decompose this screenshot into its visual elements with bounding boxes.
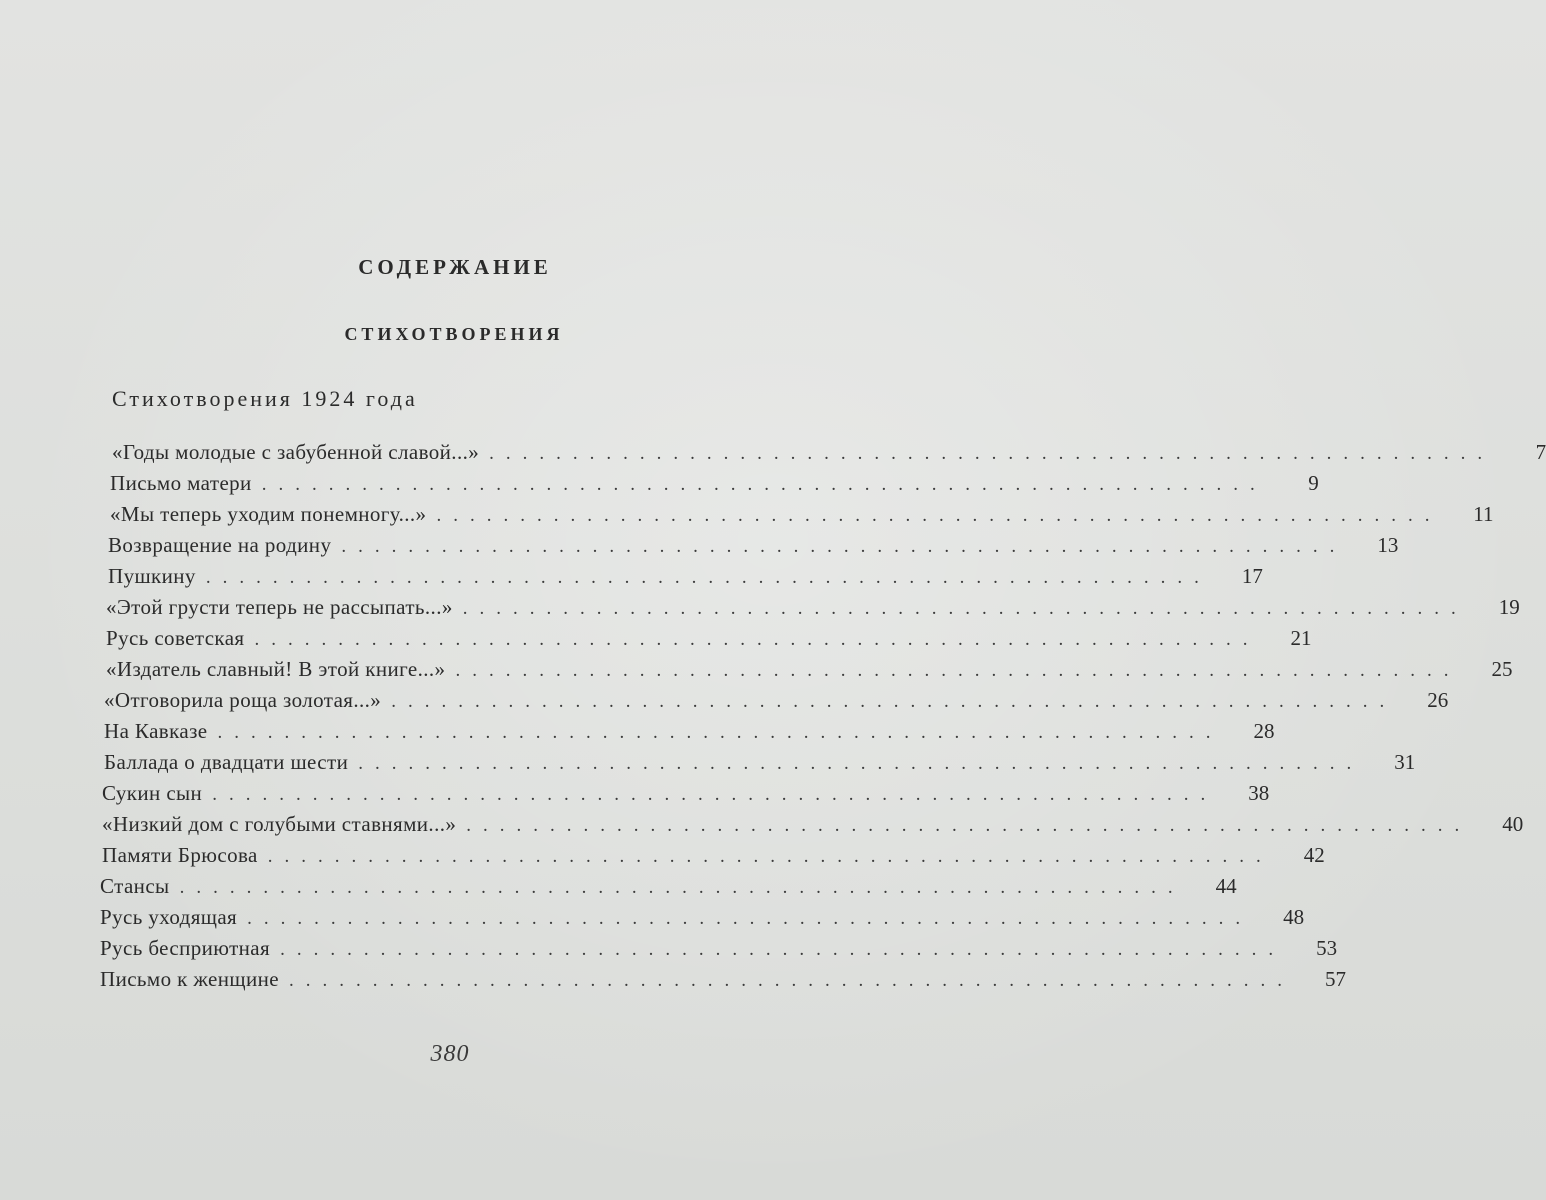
toc-entry-title: Памяти Брюсова [102, 843, 258, 867]
toc-entry [104, 750, 1416, 780]
leader-dots: ............................................................ [205, 567, 1211, 588]
toc-entry-title: Баллада о двадцати шести [104, 750, 349, 774]
toc-entry-page: 25 [1491, 657, 1513, 681]
toc-entry-page: 57 [1324, 967, 1346, 991]
toc-entry-page: 19 [1498, 595, 1520, 619]
toc-entry [102, 812, 1524, 842]
toc-entry-page: 53 [1316, 936, 1338, 960]
leader-dots: ............................................................ [280, 939, 1286, 960]
toc-entry-title: Возвращение на родину [108, 533, 332, 557]
toc-entry-title: Пушкину [108, 564, 196, 588]
leader-dots: ............................................................ [391, 691, 1397, 712]
leader-dots: ............................................................ [254, 629, 1260, 650]
toc-entry [100, 905, 1305, 935]
leader-dots: ............................................................ [247, 908, 1253, 929]
leader-dots: ............................................................ [217, 722, 1223, 743]
toc-entry [104, 719, 1275, 749]
toc-entry-page: 26 [1427, 688, 1449, 712]
toc-entry [112, 440, 1546, 470]
toc-entry-page: 40 [1502, 812, 1524, 836]
toc-entry-title: Русь бесприютная [100, 936, 271, 960]
leader-dots: ............................................................ [261, 474, 1267, 495]
page-number: 380 [430, 1041, 470, 1067]
leader-dots: ............................................................ [179, 877, 1185, 898]
toc-entry [102, 843, 1325, 873]
leader-dots: ............................................................ [341, 536, 1347, 557]
leader-dots: ............................................................ [462, 598, 1468, 619]
leader-dots: ............................................................ [288, 970, 1294, 991]
toc-entry-page: 17 [1241, 564, 1263, 588]
toc-entry-page: 13 [1377, 533, 1399, 557]
toc-entry-page: 11 [1473, 502, 1494, 526]
toc-entry-title: Стансы [100, 874, 170, 898]
toc-entry [108, 533, 1399, 563]
toc-entry [100, 936, 1338, 966]
toc-entry-title: «Издатель славный! В этой книге...» [106, 657, 446, 681]
toc-entry-page: 42 [1303, 843, 1325, 867]
toc-entry-page: 48 [1283, 905, 1305, 929]
toc-entry-page: 38 [1248, 781, 1270, 805]
toc-entry [110, 471, 1319, 501]
leader-dots: ............................................................ [212, 784, 1218, 805]
contents-heading: СОДЕРЖАНИЕ [358, 255, 552, 279]
leader-dots: ............................................................ [358, 753, 1364, 774]
toc-entry-page: 31 [1394, 750, 1416, 774]
toc-entry-title: «Низкий дом с голубыми ставнями...» [102, 812, 457, 836]
leader-dots: ............................................................ [466, 815, 1472, 836]
toc-entry [106, 595, 1520, 625]
toc-entry [100, 874, 1237, 904]
toc-entry [108, 564, 1263, 594]
toc-entry-page: 44 [1215, 874, 1237, 898]
toc-entry-page: 7 [1535, 440, 1546, 464]
toc-entry-page: 9 [1308, 471, 1319, 495]
toc-entry [110, 502, 1494, 532]
toc-entry-page: 21 [1290, 626, 1312, 650]
toc-entry-title: Сукин сын [102, 781, 203, 805]
leader-dots: ............................................................ [489, 443, 1495, 464]
toc-entry-page: 28 [1253, 719, 1275, 743]
leader-dots: ............................................................ [455, 660, 1461, 681]
toc-entry-title: Русь уходящая [100, 905, 238, 929]
toc-entry-title: На Кавказе [104, 719, 208, 743]
toc-entry-title: «Мы теперь уходим понемногу...» [110, 502, 427, 526]
toc-entry-title: «Отговорила роща золотая...» [104, 688, 382, 712]
toc-entry [106, 626, 1312, 656]
toc-entry-title: Русь советская [106, 626, 245, 650]
toc-entry-title: «Этой грусти теперь не рассыпать...» [106, 595, 453, 619]
toc-entry [106, 657, 1513, 687]
leader-dots: ............................................................ [436, 505, 1442, 526]
poems-subheading: СТИХОТВОРЕНИЯ [344, 324, 564, 344]
toc-entry-title: Письмо к женщине [100, 967, 279, 991]
leader-dots: ............................................................ [267, 846, 1273, 867]
toc-entry-title: Письмо матери [110, 471, 252, 495]
section-title: Стихотворения 1924 года [112, 386, 418, 411]
toc-entry [104, 688, 1449, 718]
toc-entry-title: «Годы молодые с забубенной славой...» [112, 440, 480, 464]
toc-entry [100, 967, 1346, 997]
toc-entry [102, 781, 1270, 811]
